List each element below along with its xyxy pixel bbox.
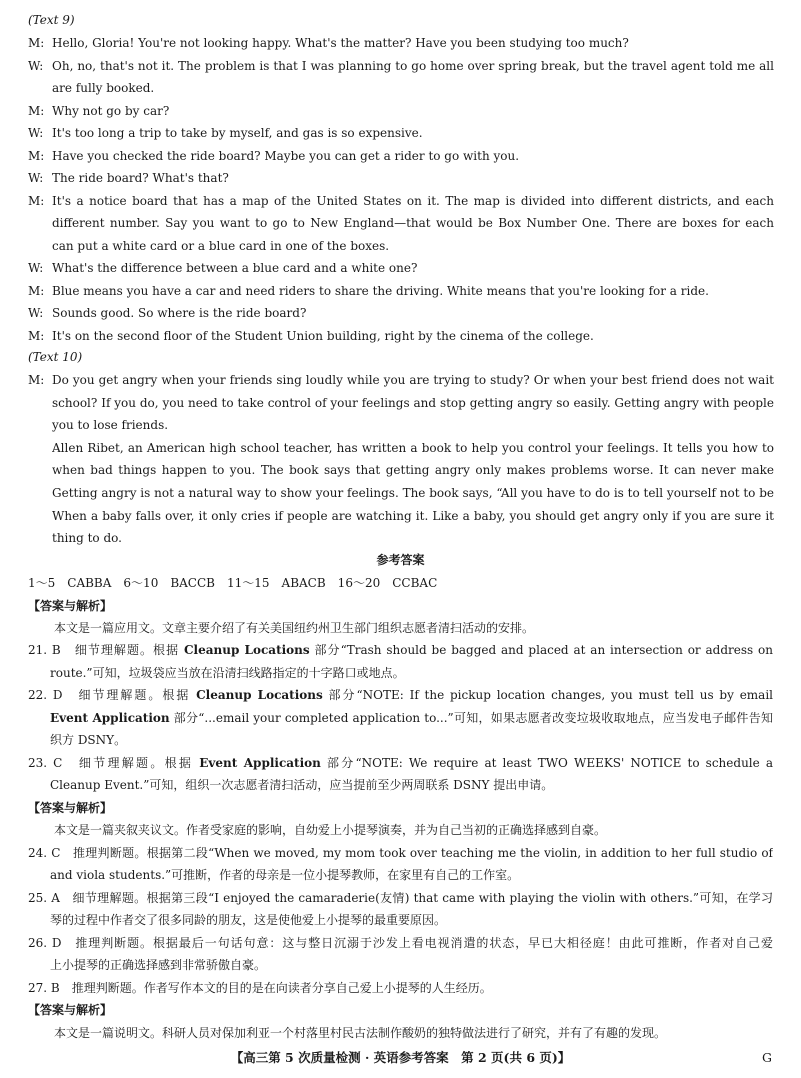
- text9-speaker: M:: [28, 36, 45, 50]
- text9-speaker: W:: [28, 126, 44, 140]
- section-label-3: 【答案与解析】: [28, 1003, 113, 1017]
- text9-line: Why not go by car?: [52, 104, 170, 118]
- answer-keys: 1～5 CABBA 6～10 BACCB 11～15 ABACB 16～20 CCBAC: [28, 576, 438, 590]
- text10-label: (Text 10): [28, 350, 83, 364]
- text10-line: when bad things happen to you. The book says that getting angry only makes problems worse. It can never make: [52, 463, 774, 477]
- text9-line: The ride board? What's that?: [52, 171, 229, 185]
- q24-line-1: 24. C 推理判断题。根据第二段“When we moved, my mom took over teaching me the violin, in addition to her full studio of: [28, 846, 773, 860]
- text9-line: Hello, Gloria! You're not looking happy. What's the matter? Have you been studying too much?: [52, 36, 629, 50]
- text9-speaker: M:: [28, 329, 45, 343]
- text10-line: you to lose friends.: [52, 418, 169, 432]
- text9-line: Oh, no, that's not it. The problem is that I was planning to go home over spring break, but the travel agent told me all: [52, 59, 774, 73]
- q23-line-2: Cleanup Event.”可知，组织一次志愿者清扫活动，应当提前至少两周联系 DSNY 提出申请。: [50, 778, 554, 792]
- text9-speaker: W:: [28, 261, 44, 275]
- passage-a-intro: 本文是一篇应用文。文章主要介绍了有关美国纽约州卫生部门组织志愿者清扫活动的安排。: [54, 621, 535, 635]
- text9-line: Sounds good. So where is the ride board?: [52, 306, 307, 320]
- text9-line: It's on the second floor of the Student Union building, right by the cinema of the college.: [52, 329, 594, 343]
- q22-line-3: 织方 DSNY。: [50, 733, 127, 747]
- section-label-1: 【答案与解析】: [28, 599, 113, 613]
- q23-line-1: 23. C 细节理解题。根据 Event Application 部分“NOTE: We require at least TWO WEEKS' NOTICE to schedule a: [28, 756, 773, 770]
- text10-line: Getting angry is not a natural way to show your feelings. The book says, “All you have to do is to tell yourself not to be: [52, 486, 774, 500]
- text9-speaker: M:: [28, 149, 45, 163]
- text9-speaker: W:: [28, 59, 44, 73]
- q21-line-2: route.”可知，垃圾袋应当放在沿清扫线路指定的十字路口或地点。: [50, 666, 405, 680]
- q27-line: 27. B 推理判断题。作者写作本文的目的是在向读者分享自己爱上小提琴的人生经历。: [28, 981, 492, 995]
- q22-line-1: 22. D 细节理解题。根据 Cleanup Locations 部分“NOTE: If the pickup location changes, you must tell us by email: [28, 688, 773, 702]
- q22-line-2: Event Application 部分“...email your completed application to...”可知，如果志愿者改变垃圾收取地点，应当发电子邮件告知: [50, 711, 773, 725]
- text10-line: school? If you do, you need to take control of your feelings and stop getting angry so easily. Getting angry with people: [52, 396, 774, 410]
- text10-line: thing to do.: [52, 531, 122, 545]
- text9-line: Blue means you have a car and need riders to share the driving. White means that you're looking for a ride.: [52, 284, 709, 298]
- text9-speaker: M:: [28, 104, 45, 118]
- text9-line: can put a white card or a blue card in one of the boxes.: [52, 239, 390, 253]
- answer-heading: 参考答案: [376, 553, 425, 567]
- q21-line-1: 21. B 细节理解题。根据 Cleanup Locations 部分“Trash should be bagged and placed at an intersection or address on: [28, 643, 773, 657]
- text9-line: different number. Say you want to go to New England—that would be Box Number One. There are boxes for each: [52, 216, 774, 230]
- text9-line: are fully booked.: [52, 81, 155, 95]
- text10-speaker: M:: [28, 373, 45, 387]
- q25-line-2: 琴的过程中作者交了很多同龄的朋友，这是使他爱上小提琴的最重要原因。: [50, 913, 447, 927]
- text10-line: Do you get angry when your friends sing loudly while you are trying to study? Or when your best friend does not wait: [52, 373, 774, 387]
- text9-line: What's the difference between a blue card and a white one?: [52, 261, 418, 275]
- text9-speaker: M:: [28, 194, 45, 208]
- q26-line-2: 上小提琴的正确选择感到非常骄傲自豪。: [50, 958, 267, 972]
- passage-c-intro: 本文是一篇说明文。科研人员对保加利亚一个村落里村民古法制作酸奶的独特做法进行了研究，并有了有趣的发现。: [54, 1026, 667, 1040]
- text9-line: It's too long a trip to take by myself, and gas is so expensive.: [52, 126, 423, 140]
- text9-line: Have you checked the ride board? Maybe you can get a rider to go with you.: [52, 149, 520, 163]
- text9-speaker: W:: [28, 171, 44, 185]
- text9-label: (Text 9): [28, 13, 75, 27]
- text10-line: When a baby falls over, it only cries if people are watching it. Like a baby, you should get angry only if you are sure it: [52, 509, 774, 523]
- passage-b-intro: 本文是一篇夹叙夹议文。作者受家庭的影响，自幼爱上小提琴演奏，并为自己当初的正确选择感到自豪。: [54, 823, 607, 837]
- text9-speaker: W:: [28, 306, 44, 320]
- q25-line-1: 25. A 细节理解题。根据第三段“I enjoyed the camaraderie(友情) that came with playing the violin with others.”可知，在学习: [28, 891, 773, 905]
- page-footer: 【高三第 5 次质量检测 · 英语参考答案 第 2 页(共 6 页)】: [230, 1050, 571, 1065]
- text9-speaker: M:: [28, 284, 45, 298]
- section-label-2: 【答案与解析】: [28, 801, 113, 815]
- text10-line: Allen Ribet, an American high school teacher, has written a book to help you control your feelings. It tells you how to: [52, 441, 774, 455]
- version-mark: G: [762, 1050, 772, 1065]
- q24-line-2: and viola students.”可推断，作者的母亲是一位小提琴教师，在家里有自己的工作室。: [50, 868, 520, 882]
- text9-line: It's a notice board that has a map of the United States on it. The map is divided into different districts, and each: [52, 194, 774, 208]
- q26-line-1: 26. D 推理判断题。根据最后一句话句意：这与整日沉溺于沙发上看电视消遣的状态，早已大相径庭！由此可推断，作者对自己爱: [28, 936, 773, 950]
